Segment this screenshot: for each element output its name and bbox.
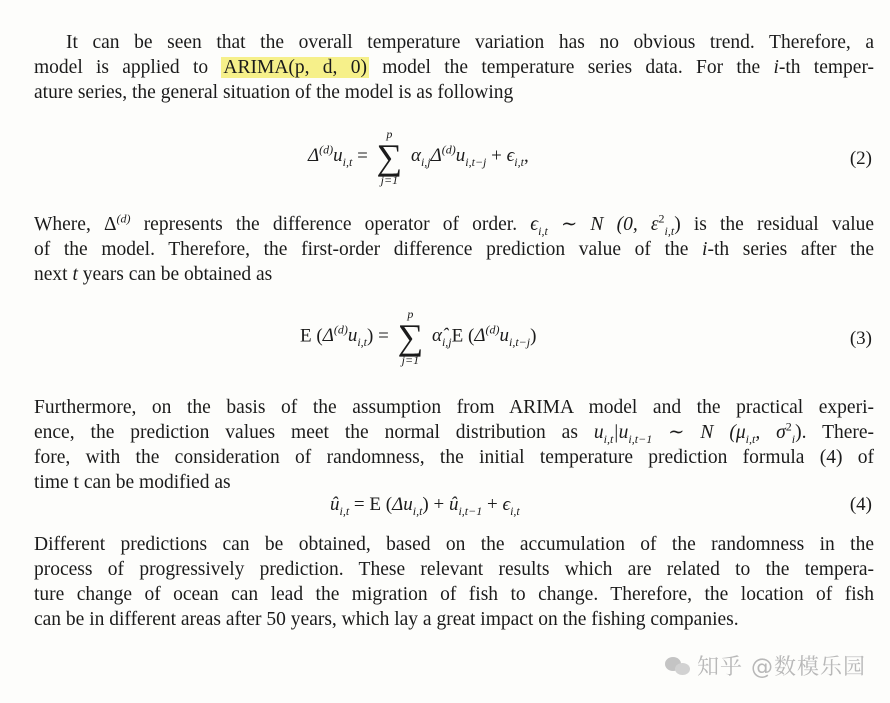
equation-2-body: $\Delta^{(d)}u_{i,t}$ = p ∑ j=1 $\alpha_{i,j}\Delta^{(d)}u_{i,t-j} + \epsilon_{i,t}$,	[308, 127, 529, 187]
equation-3-number: (3)	[849, 328, 872, 349]
p1-line-2-i: i	[773, 57, 779, 78]
p3-line-4: time t can be modified as	[34, 472, 231, 493]
p3-line-3: fore, with the consideration of randomness, the initial temperature prediction formula (4) of	[34, 447, 874, 468]
p4-line-1: Different predictions can be obtained, based on the accumulation of the randomness in the	[34, 534, 874, 555]
p1-line-2-post: model the temperature series data. For the	[382, 57, 761, 78]
p3-line-1: Furthermore, on the basis of the assumption from ARIMA model and the practical experi-	[34, 397, 874, 418]
p3-line-2: ence, the prediction values meet the normal distribution as $u_{i,t}|u_{i,t-1}$ ∼ N ($\mu_{i,t}$, $\sigma^2_i$). There-	[34, 419, 875, 446]
p2-line-1: Where, $\Delta^{(d)}$ represents the difference operator of order. $\epsilon_{i,t}$ ∼ N (0, $\varepsilon^2_{i,t}$) is the residual value	[34, 211, 875, 238]
p2-line-2: of the model. Therefore, the first-order difference prediction value of the i-th series after the	[34, 239, 874, 260]
equation-3-body: E $(\Delta^{(d)}u_{i,t})$ = p ∑ j=1 $\alphâ_{i,j}E$ $(\Delta^{(d)}u_{i,t-j})$	[300, 307, 537, 367]
arima-highlight: ARIMA(p, d, 0)	[223, 57, 367, 78]
p4-line-3: ture change of ocean can lead the migration of fish to change. Therefore, the location of fish	[34, 584, 874, 605]
paragraph-2	[34, 212, 874, 287]
equation-2-number: (2)	[849, 148, 872, 169]
p2-line-3: next t years can be obtained as	[34, 264, 273, 285]
p1-line-2-end: -th temper-	[778, 57, 875, 78]
p1-line-2-pre: model is applied to	[34, 57, 209, 78]
p4-line-4: can be in different areas after 50 years, which lay a great impact on the fishing companies.	[34, 609, 739, 630]
sum-symbol-eq2: p ∑ j=1	[376, 127, 403, 187]
paragraph-4	[34, 532, 874, 632]
sum-symbol-eq3: p ∑ j=1	[397, 307, 424, 367]
watermark	[665, 650, 866, 681]
equation-4-body: $û_{i,t} = E$ $(\Delta u_{i,t})$ + $û_{i,t-1} + \epsilon_{i,t}$	[330, 494, 520, 518]
p1-line-3: ature series, the general situation of the model is as following	[34, 82, 514, 103]
paragraph-3	[34, 395, 874, 495]
wechat-icon	[665, 656, 691, 676]
paragraph-1	[34, 30, 874, 105]
equation-4-number: (4)	[849, 494, 872, 515]
p4-line-2: process of progressively prediction. These relevant results which are related to the tempera-	[34, 559, 874, 580]
watermark-text: 知乎 @数模乐园	[697, 655, 866, 680]
p1-line-1: It can be seen that the overall temperature variation has no obvious trend. Therefore, a	[66, 32, 874, 53]
p1-line-2	[34, 55, 874, 80]
equation-4	[0, 494, 890, 522]
equation-3	[0, 308, 890, 378]
equation-2	[0, 128, 890, 194]
